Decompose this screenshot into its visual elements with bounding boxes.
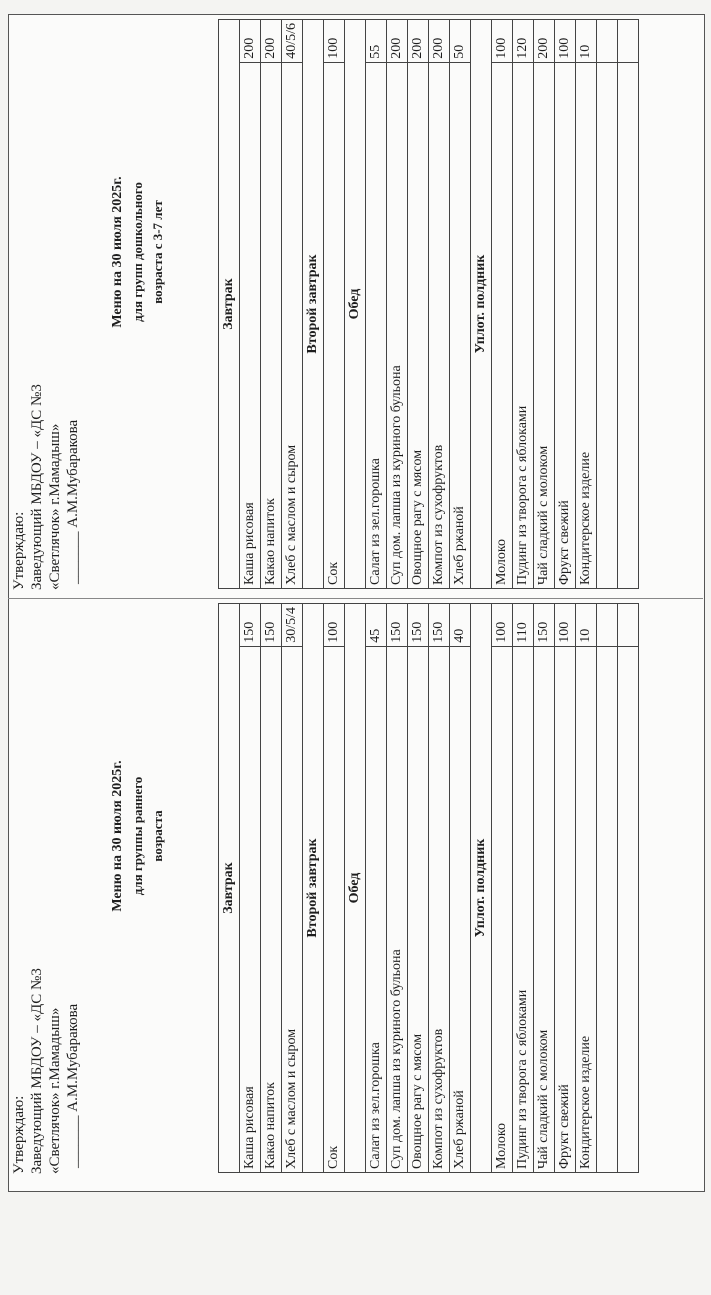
section-header: Обед xyxy=(345,604,366,1173)
dish-quantity: 10 xyxy=(576,20,597,63)
menu-table xyxy=(218,19,639,589)
blank-row xyxy=(618,20,639,589)
dish-name: Какао напиток xyxy=(261,646,282,1172)
section-row xyxy=(303,604,324,1173)
rotated-page xyxy=(8,16,703,594)
approval-line: «Светлячок» г.Мамадыш» xyxy=(47,1007,63,1174)
menu-row xyxy=(366,20,387,589)
blank-cell xyxy=(597,62,618,588)
dish-quantity: 40/5/6 xyxy=(282,20,303,63)
section-row xyxy=(219,20,240,589)
dish-quantity: 120 xyxy=(513,20,534,63)
blank-row xyxy=(618,604,639,1173)
dish-quantity: 150 xyxy=(534,604,555,647)
dish-name: Фрукт свежий xyxy=(555,646,576,1172)
dish-quantity: 100 xyxy=(555,20,576,63)
blank-cell xyxy=(618,62,639,588)
dish-quantity: 150 xyxy=(240,604,261,647)
dish-name: Кондитерское изделие xyxy=(576,646,597,1172)
dish-quantity: 150 xyxy=(408,604,429,647)
menu-row xyxy=(450,604,471,1173)
dish-quantity: 100 xyxy=(492,604,513,647)
menu-row xyxy=(282,20,303,589)
dish-name: Хлеб ржаной xyxy=(450,646,471,1172)
menu-row xyxy=(387,20,408,589)
menu-subtitle: для групп дошкольного возраста с 3-7 лет xyxy=(130,182,165,322)
dish-name: Молоко xyxy=(492,62,513,588)
dish-name: Пудинг из творога с яблоками xyxy=(513,646,534,1172)
section-row xyxy=(471,20,492,589)
dish-name: Сок xyxy=(324,646,345,1172)
menu-row xyxy=(408,20,429,589)
menu-row xyxy=(324,604,345,1173)
section-header: Завтрак xyxy=(219,20,240,589)
section-header: Обед xyxy=(345,20,366,589)
menu-row xyxy=(513,20,534,589)
dish-quantity: 200 xyxy=(534,20,555,63)
dish-name: Кондитерское изделие xyxy=(576,62,597,588)
dish-quantity: 55 xyxy=(366,20,387,63)
dish-name: Овощное рагу с мясом xyxy=(408,62,429,588)
dish-quantity: 150 xyxy=(387,604,408,647)
blank-row xyxy=(597,604,618,1173)
menu-row xyxy=(387,604,408,1173)
section-row xyxy=(345,604,366,1173)
menu-row xyxy=(555,604,576,1173)
rotated-page xyxy=(8,600,703,1178)
dish-quantity: 200 xyxy=(240,20,261,63)
dish-name: Хлеб с маслом и сыром xyxy=(282,646,303,1172)
blank-cell xyxy=(597,646,618,1172)
menu-row xyxy=(534,604,555,1173)
dish-quantity: 10 xyxy=(576,604,597,647)
menu-row xyxy=(429,604,450,1173)
dish-name: Каша рисовая xyxy=(240,646,261,1172)
menu-panel-early-age xyxy=(8,600,593,1295)
menu-row xyxy=(324,20,345,589)
menu-subtitle: для группы раннего возраста xyxy=(130,776,165,896)
approval-line: Утверждаю: xyxy=(11,1095,27,1174)
dish-name: Салат из зел.горошка xyxy=(366,646,387,1172)
dish-quantity: 100 xyxy=(492,20,513,63)
dish-name: Молоко xyxy=(492,646,513,1172)
section-header: Завтрак xyxy=(219,604,240,1173)
menu-row xyxy=(534,20,555,589)
dish-name: Чай сладкий с молоком xyxy=(534,62,555,588)
dish-quantity: 200 xyxy=(429,20,450,63)
dish-name: Сок xyxy=(324,62,345,588)
dish-quantity: 200 xyxy=(261,20,282,63)
section-row xyxy=(345,20,366,589)
dish-quantity: 40 xyxy=(450,604,471,647)
blank-row xyxy=(597,20,618,589)
dish-name: Пудинг из творога с яблоками xyxy=(513,62,534,588)
blank-cell xyxy=(597,604,618,647)
menu-row xyxy=(240,604,261,1173)
dish-name: Какао напиток xyxy=(261,62,282,588)
dish-name: Компот из сухофруктов xyxy=(429,646,450,1172)
menu-title-date: Меню на 30 июля 2025г. xyxy=(110,760,125,912)
menu-row xyxy=(576,604,597,1173)
approval-line: _______ А.М.Мубаракова xyxy=(65,419,81,584)
section-row xyxy=(471,604,492,1173)
menu-row xyxy=(408,604,429,1173)
blank-cell xyxy=(618,20,639,63)
blank-cell xyxy=(618,646,639,1172)
menu-row xyxy=(429,20,450,589)
menu-row xyxy=(282,604,303,1173)
section-header: Уплот. полдник xyxy=(471,20,492,589)
menu-row xyxy=(576,20,597,589)
menu-row xyxy=(492,604,513,1173)
menu-row xyxy=(366,604,387,1173)
menu-row xyxy=(240,20,261,589)
dish-quantity: 200 xyxy=(408,20,429,63)
section-header: Уплот. полдник xyxy=(471,604,492,1173)
menu-title xyxy=(108,756,168,916)
dish-quantity: 100 xyxy=(324,20,345,63)
dish-quantity: 100 xyxy=(324,604,345,647)
dish-quantity: 200 xyxy=(387,20,408,63)
dish-quantity: 150 xyxy=(261,604,282,647)
dish-name: Салат из зел.горошка xyxy=(366,62,387,588)
menu-row xyxy=(261,604,282,1173)
approval-line: _______ А.М.Мубаракова xyxy=(65,1003,81,1168)
dish-name: Компот из сухофруктов xyxy=(429,62,450,588)
dish-quantity: 150 xyxy=(429,604,450,647)
menu-row xyxy=(450,20,471,589)
dish-quantity: 30/5/4 xyxy=(282,604,303,647)
menu-row xyxy=(492,20,513,589)
approval-line: Утверждаю: xyxy=(11,511,27,590)
dish-quantity: 110 xyxy=(513,604,534,647)
dish-name: Чай сладкий с молоком xyxy=(534,646,555,1172)
menu-title-date: Меню на 30 июля 2025г. xyxy=(110,176,125,328)
blank-cell xyxy=(597,20,618,63)
menu-title xyxy=(108,172,168,332)
dish-name: Хлеб ржаной xyxy=(450,62,471,588)
dish-name: Каша рисовая xyxy=(240,62,261,588)
approval-block xyxy=(10,370,82,590)
section-header: Второй завтрак xyxy=(303,20,324,589)
section-row xyxy=(219,604,240,1173)
dish-name: Суп дом. лапша из куриного бульона xyxy=(387,646,408,1172)
dish-name: Хлеб с маслом и сыром xyxy=(282,62,303,588)
menu-row xyxy=(261,20,282,589)
dish-name: Фрукт свежий xyxy=(555,62,576,588)
dish-quantity: 100 xyxy=(555,604,576,647)
menu-table xyxy=(218,603,639,1173)
section-header: Второй завтрак xyxy=(303,604,324,1173)
dish-quantity: 50 xyxy=(450,20,471,63)
approval-line: Заведующий МБДОУ – «ДС №3 xyxy=(29,968,45,1174)
menu-row xyxy=(513,604,534,1173)
dish-quantity: 45 xyxy=(366,604,387,647)
menu-row xyxy=(555,20,576,589)
approval-line: Заведующий МБДОУ – «ДС №3 xyxy=(29,384,45,590)
dish-name: Овощное рагу с мясом xyxy=(408,646,429,1172)
approval-block xyxy=(10,954,82,1174)
dish-name: Суп дом. лапша из куриного бульона xyxy=(387,62,408,588)
section-row xyxy=(303,20,324,589)
blank-cell xyxy=(618,604,639,647)
approval-line: «Светлячок» г.Мамадыш» xyxy=(47,423,63,590)
